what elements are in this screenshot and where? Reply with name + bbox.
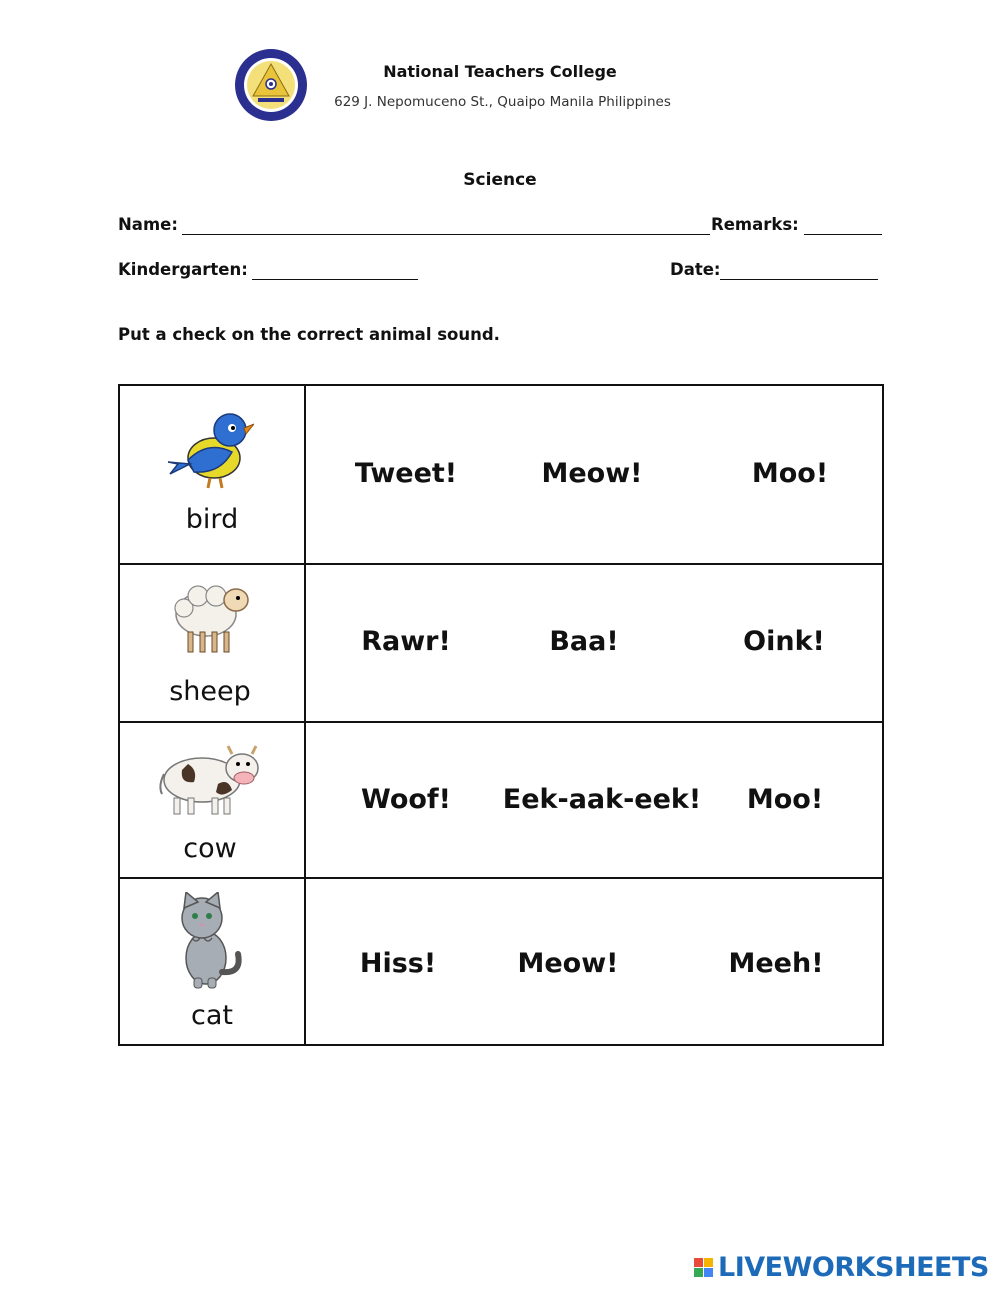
animal-name-cow: cow	[183, 833, 237, 864]
brand-text: LIVEWORKSHEETS	[718, 1252, 989, 1283]
college-name: National Teachers College	[383, 62, 617, 81]
animal-name-bird: bird	[185, 504, 239, 535]
instruction: Put a check on the correct animal sound.	[118, 325, 500, 344]
college-address: 629 J. Nepomuceno St., Quaipo Manila Philippines	[334, 94, 671, 110]
sound-option-woof[interactable]: Woof!	[361, 784, 451, 815]
sound-option-baa[interactable]: Baa!	[549, 626, 619, 657]
name-label: Name:	[118, 215, 178, 234]
logo-square-icon	[704, 1258, 713, 1267]
cow-icon	[158, 740, 262, 820]
kindergarten-label: Kindergarten:	[118, 260, 248, 279]
logo-square-icon	[694, 1268, 703, 1277]
table-row-divider	[120, 721, 882, 723]
bird-icon	[168, 408, 254, 498]
date-field[interactable]	[720, 279, 878, 280]
date-label: Date:	[670, 260, 721, 279]
animal-name-sheep: sheep	[169, 676, 251, 707]
table-row-divider	[120, 877, 882, 879]
table-row-divider	[120, 563, 882, 565]
name-field[interactable]	[182, 234, 710, 235]
subject-title: Science	[463, 170, 537, 190]
cat-icon	[176, 892, 246, 994]
logo-square-icon	[694, 1258, 703, 1267]
sound-option-meow[interactable]: Meow!	[541, 458, 643, 489]
logo-square-icon	[704, 1268, 713, 1277]
sound-option-eek-aak-eek[interactable]: Eek-aak-eek!	[502, 784, 702, 815]
sheep-icon	[170, 574, 252, 660]
remarks-field[interactable]	[804, 234, 882, 235]
remarks-label: Remarks:	[711, 215, 799, 234]
animal-name-cat: cat	[191, 1000, 233, 1031]
answer-table	[118, 384, 884, 1046]
sound-option-hiss[interactable]: Hiss!	[359, 948, 437, 979]
sound-option-rawr[interactable]: Rawr!	[361, 626, 451, 657]
kindergarten-field[interactable]	[252, 279, 418, 280]
sound-option-meeh[interactable]: Meeh!	[728, 948, 824, 979]
liveworksheets-logo	[692, 1252, 992, 1288]
sound-option-tweet[interactable]: Tweet!	[354, 458, 458, 489]
college-seal-icon	[234, 48, 308, 122]
table-column-divider	[304, 386, 306, 1044]
sound-option-meow[interactable]: Meow!	[517, 948, 619, 979]
sound-option-moo[interactable]: Moo!	[751, 458, 829, 489]
sound-option-oink[interactable]: Oink!	[743, 626, 825, 657]
sound-option-moo[interactable]: Moo!	[746, 784, 824, 815]
